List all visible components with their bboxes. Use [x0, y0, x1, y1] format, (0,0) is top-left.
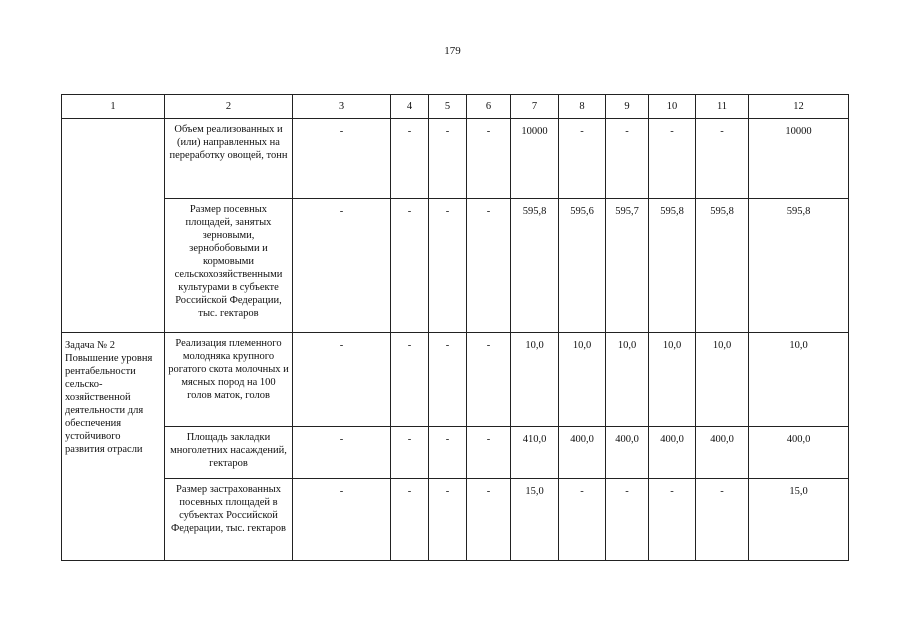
value-cell: -: [429, 427, 467, 479]
value-cell: -: [649, 119, 696, 199]
value-cell: 595,8: [511, 199, 559, 333]
header-cell: 8: [559, 95, 606, 119]
table-row: [62, 199, 849, 333]
value-cell: 400,0: [749, 427, 849, 479]
header-cell: 6: [467, 95, 511, 119]
value-cell: -: [429, 479, 467, 561]
value-cell: 400,0: [649, 427, 696, 479]
header-cell: 4: [391, 95, 429, 119]
header-cell: 5: [429, 95, 467, 119]
value-cell: -: [391, 333, 429, 427]
value-cell: -: [696, 479, 749, 561]
value-cell: -: [391, 479, 429, 561]
value-cell: 10,0: [606, 333, 649, 427]
value-cell: -: [559, 479, 606, 561]
value-cell: 10,0: [559, 333, 606, 427]
value-cell: 10,0: [511, 333, 559, 427]
indicator-cell: Размер посевных площадей, занятых зерновыми, зернобобовыми и кормовыми сельскохозяйственными культурами в субъекте Российской Федерации, тыс. гектаров: [165, 199, 293, 333]
value-cell: -: [293, 333, 391, 427]
value-cell: 410,0: [511, 427, 559, 479]
table-row: [62, 333, 849, 427]
value-cell: -: [559, 119, 606, 199]
value-cell: 595,7: [606, 199, 649, 333]
value-cell: -: [391, 199, 429, 333]
table-row: [62, 427, 849, 479]
value-cell: -: [429, 119, 467, 199]
value-cell: 10,0: [696, 333, 749, 427]
indicator-cell: Реализация племенного молодняка крупного рогатого скота молочных и мясных пород на 100 голов маток, голов: [165, 333, 293, 427]
header-cell: 10: [649, 95, 696, 119]
value-cell: 10,0: [749, 333, 849, 427]
value-cell: -: [391, 119, 429, 199]
value-cell: -: [467, 479, 511, 561]
value-cell: -: [467, 199, 511, 333]
header-cell: 7: [511, 95, 559, 119]
header-cell: 11: [696, 95, 749, 119]
table-row: [62, 479, 849, 561]
value-cell: 400,0: [696, 427, 749, 479]
value-cell: 595,8: [649, 199, 696, 333]
value-cell: 10,0: [649, 333, 696, 427]
value-cell: 595,6: [559, 199, 606, 333]
header-cell: 1: [62, 95, 165, 119]
value-cell: -: [293, 479, 391, 561]
value-cell: 15,0: [749, 479, 849, 561]
indicator-cell: Размер застрахованных посевных площадей в субъектах Российской Федерации, тыс. гектаров: [165, 479, 293, 561]
header-row: [62, 95, 849, 119]
value-cell: -: [467, 427, 511, 479]
indicator-cell: Площадь закладки многолетних насаждений, гектаров: [165, 427, 293, 479]
value-cell: -: [293, 427, 391, 479]
value-cell: -: [293, 199, 391, 333]
value-cell: 595,8: [749, 199, 849, 333]
value-cell: -: [293, 119, 391, 199]
value-cell: 595,8: [696, 199, 749, 333]
value-cell: 400,0: [559, 427, 606, 479]
value-cell: -: [429, 199, 467, 333]
value-cell: -: [606, 119, 649, 199]
task-cell-empty: [62, 119, 165, 333]
value-cell: -: [429, 333, 467, 427]
value-cell: 15,0: [511, 479, 559, 561]
value-cell: 400,0: [606, 427, 649, 479]
header-cell: 12: [749, 95, 849, 119]
header-cell: 3: [293, 95, 391, 119]
value-cell: -: [649, 479, 696, 561]
indicator-cell: Объем реализованных и (или) направленных на переработку овощей, тонн: [165, 119, 293, 199]
page-number: 179: [444, 45, 461, 57]
value-cell: -: [696, 119, 749, 199]
value-cell: -: [467, 333, 511, 427]
header-cell: 2: [165, 95, 293, 119]
indicators-table: [61, 94, 849, 561]
value-cell: 10000: [511, 119, 559, 199]
value-cell: 10000: [749, 119, 849, 199]
header-cell: 9: [606, 95, 649, 119]
table-row: [62, 119, 849, 199]
task-cell: Задача № 2 Повышение уровня рентабельности сельско-хозяйственной деятельности для обеспечения устойчивого развития отрасли: [62, 333, 165, 561]
value-cell: -: [467, 119, 511, 199]
value-cell: -: [606, 479, 649, 561]
value-cell: -: [391, 427, 429, 479]
